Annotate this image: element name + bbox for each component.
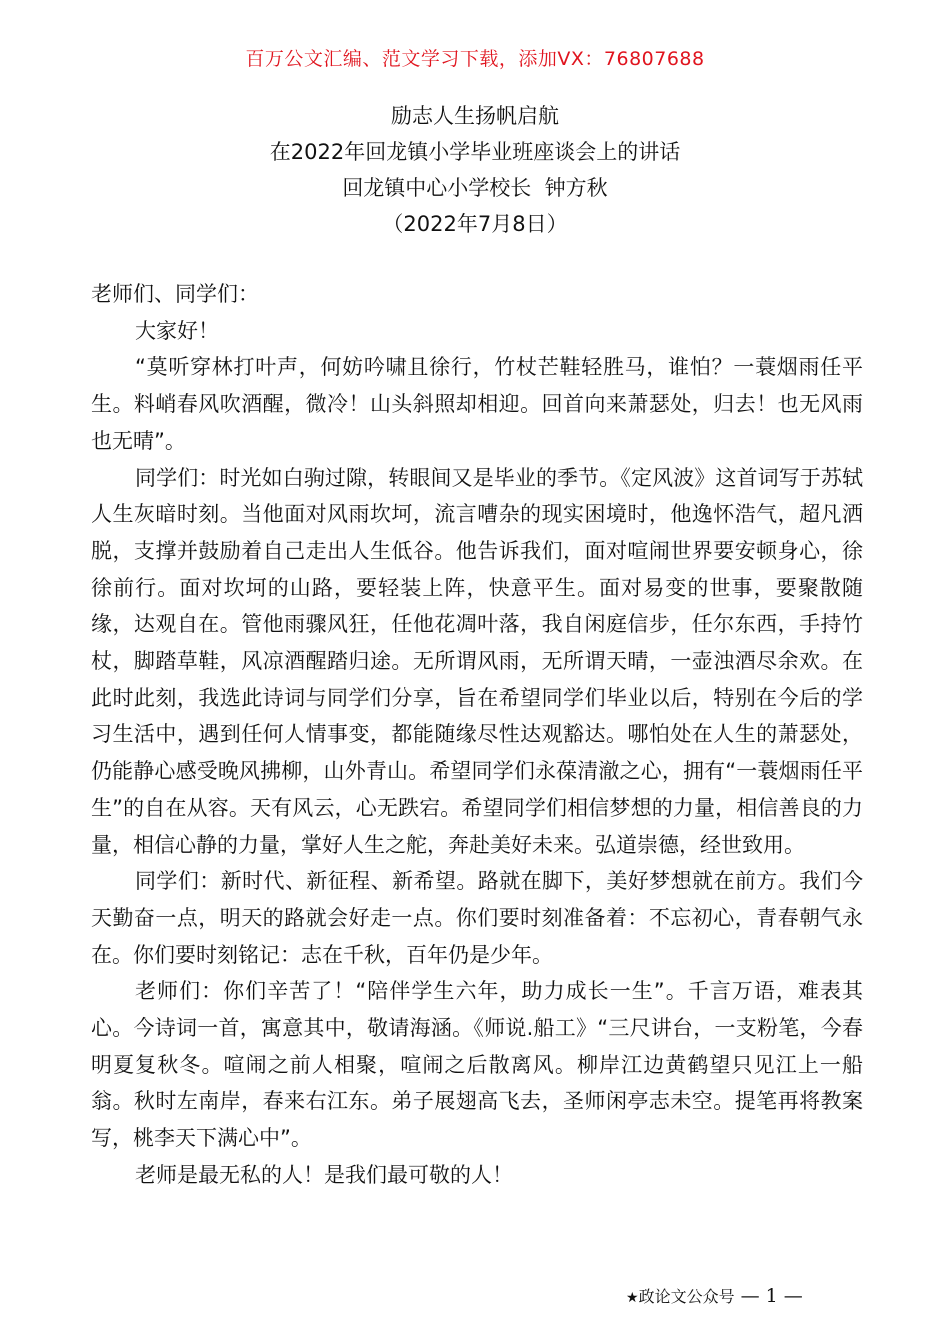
paragraph-teachers-thanks: 老师们：你们辛苦了！“陪伴学生六年，助力成长一生”。千言万语，难表其心。今诗词一首，寓意其中，敬请海涵。《师说.船工》“三尺讲台，一支粉笔，今春明夏复秋冬。喧闹之前人相聚，喧闹之后散离风。柳岸江边黄鹤望只见江上一船翁。秋时左南岸，春来右江东。弟子展翅高飞去，圣师闲亭志未空。提笔再将教案写，桃李天下满心中”。: [91, 979, 863, 1151]
salutation: 老师们、同学们：: [91, 282, 259, 306]
paragraph-greeting: 大家好！: [135, 318, 219, 343]
star-icon: ★: [626, 1290, 639, 1306]
paragraph-students-future: 同学们：新时代、新征程、新希望。路就在脚下，美好梦想就在前方。我们今天勤奋一点，明天的路就会好走一点。你们要时刻准备着：不忘初心，青春朝气永在。你们要时刻铭记：志在千秋，百年仍是少年。: [91, 869, 863, 967]
page-footer: [626, 1282, 866, 1310]
speaker-line: 回龙镇中心小学校长 钟方秋: [342, 176, 608, 200]
speech-subtitle: 在2022年回龙镇小学毕业班座谈会上的讲话: [269, 140, 681, 164]
speech-date: （2022年7月8日）: [382, 212, 568, 236]
paragraph-students-reflection: 同学们：时光如白驹过隙，转眼间又是毕业的季节。《定风波》这首词写于苏轼人生灰暗时刻。当他面对风雨坎坷，流言嘈杂的现实困境时，他逸怀浩气，超凡洒脱，支撑并鼓励着自己走出人生低谷。他告诉我们，面对喧闹世界要安顿身心，徐徐前行。面对坎坷的山路，要轻装上阵，快意平生。面对易变的世事，要聚散随缘，达观自在。管他雨骤风狂，任他花凋叶落，我自闲庭信步，任尔东西，手持竹杖，脚踏草鞋，风凉酒醒踏归途。无所谓风雨，无所谓天晴，一壶浊酒尽余欢。在此时此刻，我选此诗词与同学们分享，旨在希望同学们毕业以后，特别在今后的学习生活中，遇到任何人情事变，都能随缘尽性达观豁达。哪怕处在人生的萧瑟处，仍能静心感受晚风拂柳，山外青山。希望同学们永葆清澈之心，拥有“一蓑烟雨任平生”的自在从容。天有风云，心无跌宕。希望同学们相信梦想的力量，相信善良的力量，相信心静的力量，掌好人生之舵，奔赴美好未来。弘道崇德，经世致用。: [91, 465, 863, 857]
speech-title: 励志人生扬帆启航: [391, 104, 559, 128]
speech-title-block: [0, 98, 950, 242]
footer-label: 政论文公众号: [638, 1287, 735, 1306]
watermark-banner: 百万公文汇编、范文学习下载，添加VX：76807688: [245, 48, 705, 70]
paragraph-teachers-closing: 老师是最无私的人！是我们最可敬的人！: [135, 1162, 513, 1187]
page-number: — 1 —: [740, 1285, 803, 1307]
speech-body: [91, 276, 863, 1194]
paragraph-poem-quote: “莫听穿林打叶声，何妨吟啸且徐行，竹杖芒鞋轻胜马，谁怕？一蓑烟雨任平生。料峭春风吹酒醒，微冷！山头斜照却相迎。回首向来萧瑟处，归去！也无风雨也无晴”。: [91, 355, 863, 453]
